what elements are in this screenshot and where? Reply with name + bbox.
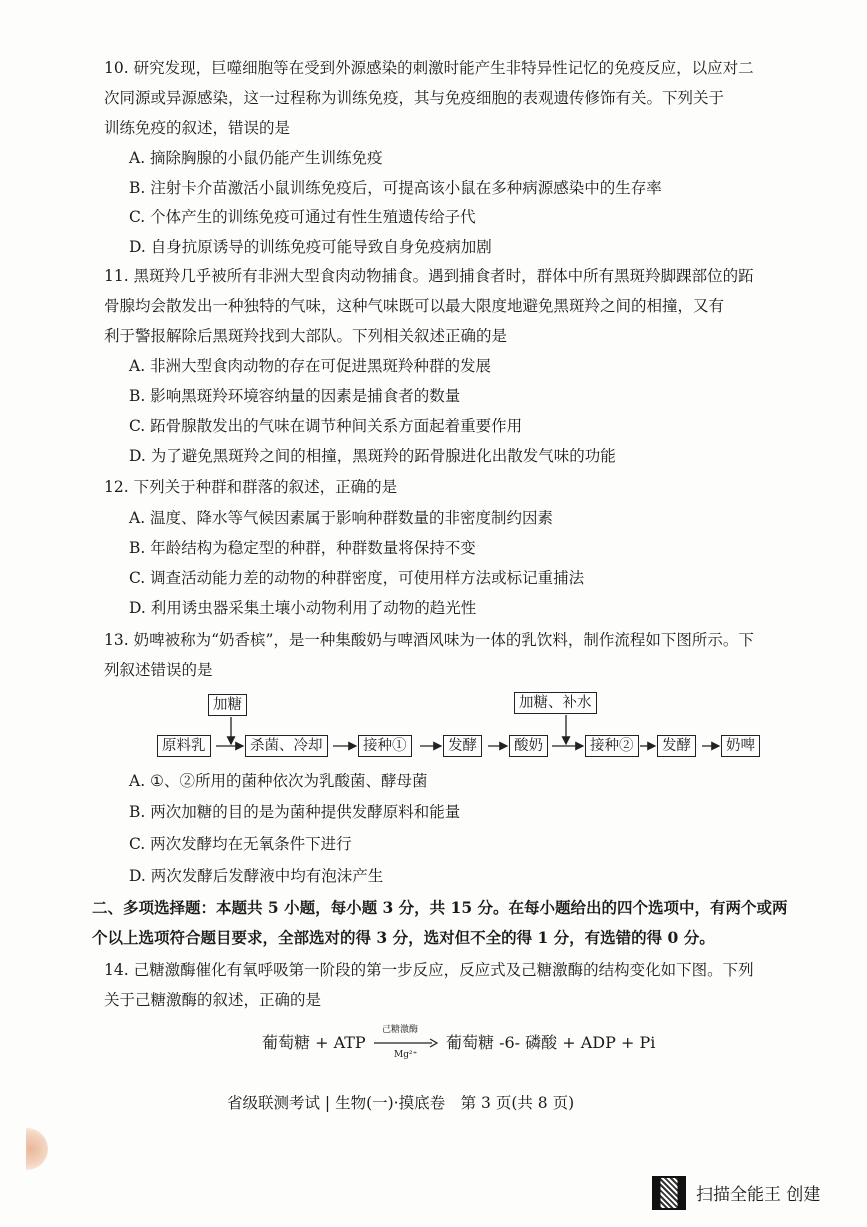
q13-option-c: C. 两次发酵均在无氧条件下进行	[129, 835, 352, 853]
scanner-watermark: 扫描全能王 创建	[696, 1185, 821, 1205]
qr-code-icon	[652, 1176, 686, 1210]
q14-stem-line-2: 关于己糖激酶的叙述，正确的是	[104, 991, 322, 1009]
q10-stem-line-1: 10. 研究发现，巨噬细胞等在受到外源感染的刺激时能产生非特异性记忆的免疫反应，以应对二	[104, 59, 754, 77]
q13-option-d: D. 两次发酵后发酵液中均有泡沫产生	[129, 867, 384, 885]
section2-header-line-2: 个以上选项符合题目要求，全部选对的得 3 分，选对但不全的得 1 分，有选错的得 0 分。	[92, 928, 715, 947]
flow-add-sugar-box: 加糖	[208, 694, 247, 716]
equation-arrow	[374, 1038, 438, 1048]
q12-stem-line-1: 12. 下列关于种群和群落的叙述，正确的是	[104, 478, 398, 496]
q13-stem-line-2: 列叙述错误的是	[104, 661, 213, 679]
flow-step-milk-beer: 奶啤	[721, 735, 760, 757]
flow-step-sterilize-cool: 杀菌、冷却	[245, 735, 328, 757]
flow-step-raw-milk: 原料乳	[157, 735, 211, 757]
page-footer: 省级联测考试 | 生物(一)·摸底卷 第 3 页(共 8 页)	[227, 1094, 575, 1112]
flow-step-yogurt: 酸奶	[509, 735, 548, 757]
equation-enzyme-label: 己糖激酶	[382, 1025, 419, 1035]
q11-option-b: B. 影响黑斑羚环境容纳量的因素是捕食者的数量	[129, 387, 461, 405]
q10-option-d: D. 自身抗原诱导的训练免疫可能导致自身免疫病加剧	[129, 238, 492, 256]
q11-option-c: C. 跖骨腺散发出的气味在调节种间关系方面起着重要作用	[129, 417, 523, 435]
q11-stem-line-3: 利于警报解除后黑斑羚找到大部队。下列相关叙述正确的是	[104, 327, 508, 345]
q14-stem-line-1: 14. 己糖激酶催化有氧呼吸第一阶段的第一步反应，反应式及己糖激酶的结构变化如下图。下列	[104, 961, 754, 979]
q11-option-d: D. 为了避免黑斑羚之间的相撞，黑斑羚的跖骨腺进化出散发气味的功能	[129, 447, 616, 465]
q10-option-b: B. 注射卡介苗激活小鼠训练免疫后，可提高该小鼠在多种病源感染中的生存率	[129, 179, 662, 197]
flow-step-inoculate-1: 接种①	[358, 735, 412, 757]
flow-step-ferment-2: 发酵	[657, 735, 696, 757]
q12-option-b: B. 年龄结构为稳定型的种群，种群数量将保持不变	[129, 539, 476, 557]
q10-stem-line-2: 次同源或异源感染，这一过程称为训练免疫，其与免疫细胞的表观遗传修饰有关。下列关于	[104, 89, 725, 107]
q13-option-a: A. ①、②所用的菌种依次为乳酸菌、酵母菌	[129, 772, 428, 790]
q10-option-c: C. 个体产生的训练免疫可通过有性生殖遗传给子代	[129, 208, 476, 226]
q10-stem-line-3: 训练免疫的叙述，错误的是	[104, 119, 291, 137]
equation-products: 葡萄糖 -6- 磷酸 + ADP + Pi	[446, 1033, 656, 1052]
q12-option-d: D. 利用诱虫器采集土壤小动物利用了动物的趋光性	[129, 599, 477, 617]
q12-option-a: A. 温度、降水等气候因素属于影响种群数量的非密度制约因素	[129, 509, 554, 527]
q10-option-a: A. 摘除胸腺的小鼠仍能产生训练免疫	[129, 149, 383, 167]
q11-stem-line-1: 11. 黑斑羚几乎被所有非洲大型食肉动物捕食。遇到捕食者时，群体中所有黑斑羚脚踝部位的跖	[104, 267, 754, 285]
flow-step-inoculate-2: 接种②	[585, 735, 639, 757]
q13-option-b: B. 两次加糖的目的是为菌种提供发酵原料和能量	[129, 803, 461, 821]
section2-header-line-1: 二、多项选择题：本题共 5 小题，每小题 3 分，共 15 分。在每小题给出的四个选项中，有两个或两	[92, 898, 788, 917]
equation-reactants: 葡萄糖 + ATP	[262, 1033, 366, 1052]
equation-cofactor-label: Mg²⁺	[394, 1050, 418, 1060]
q11-stem-line-2: 骨腺均会散发出一种独特的气味，这种气味既可以最大限度地避免黑斑羚之间的相撞，又有	[104, 297, 725, 315]
q13-stem-line-1: 13. 奶啤被称为“奶香槟”，是一种集酸奶与啤酒风味为一体的乳饮料，制作流程如下图所示。下	[104, 631, 754, 649]
q12-option-c: C. 调查活动能力差的动物的种群密度，可使用样方法或标记重捕法	[129, 569, 585, 587]
flow-step-ferment-1: 发酵	[443, 735, 482, 757]
flow-add-sugar-water-box: 加糖、补水	[514, 692, 597, 714]
q11-option-a: A. 非洲大型食肉动物的存在可促进黑斑羚种群的发展	[129, 357, 492, 375]
